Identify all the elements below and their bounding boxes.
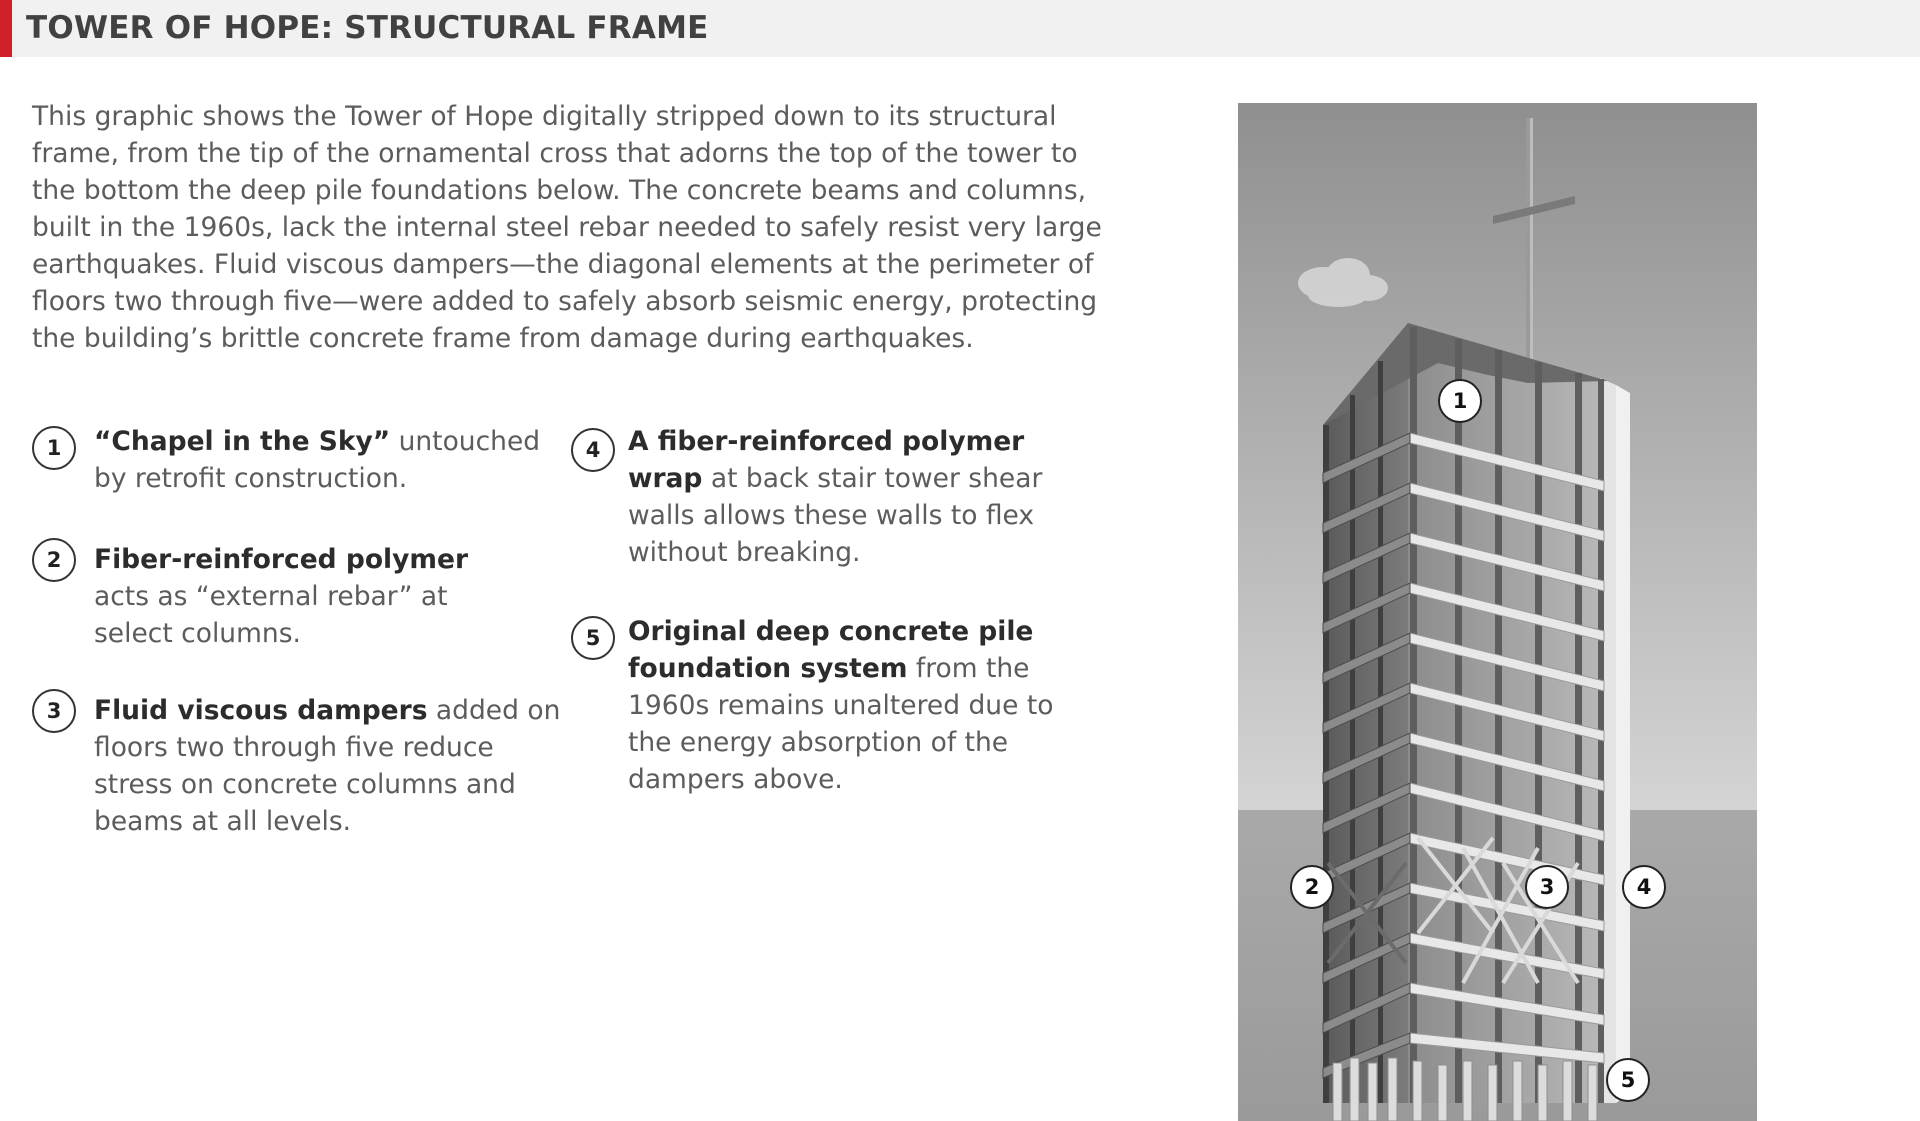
legend-text-line: added on [427, 695, 561, 726]
legend-text-line: at back stair tower shear [702, 463, 1043, 494]
title-bar [0, 0, 1920, 57]
callout-marker-1: 1 [1438, 379, 1482, 423]
intro-line: This graphic shows the Tower of Hope digitally stripped down to its structural [32, 101, 1057, 132]
legend-number-badge: 4 [571, 428, 615, 472]
intro-line: floors two through five—were added to safely absorb seismic energy, protecting [32, 286, 1098, 317]
legend-text [94, 423, 564, 497]
legend-text-line: from the [907, 653, 1030, 684]
intro-line: built in the 1960s, lack the internal steel rebar needed to safely resist very large [32, 212, 1102, 243]
page-title: TOWER OF HOPE: STRUCTURAL FRAME [26, 10, 709, 46]
legend-text [94, 541, 564, 652]
callout-marker-3: 3 [1525, 865, 1569, 909]
legend-number-badge: 3 [32, 689, 76, 733]
callout-marker-5: 5 [1606, 1058, 1650, 1102]
callout-marker-2: 2 [1290, 865, 1334, 909]
legend-bold-text: Original deep concrete pile [628, 616, 1034, 647]
legend-text-line: stress on concrete columns and [94, 769, 516, 800]
legend-bold-text: “Chapel in the Sky” [94, 426, 391, 457]
legend-number-badge: 5 [571, 616, 615, 660]
intro-line: earthquakes. Fluid viscous dampers—the diagonal elements at the perimeter of [32, 249, 1094, 280]
legend-bold-text: foundation system [628, 653, 908, 684]
legend-text-line: walls allows these walls to flex [628, 500, 1035, 531]
tower-illustration [1238, 103, 1757, 1121]
legend-text-line: select columns. [94, 618, 301, 649]
legend-bold-text: wrap [628, 463, 703, 494]
legend-text-line: without breaking. [628, 537, 861, 568]
callout-marker-4: 4 [1622, 865, 1666, 909]
intro-line: the bottom the deep pile foundations below. The concrete beams and columns, [32, 175, 1087, 206]
legend-bold-text: A fiber-reinforced polymer [628, 426, 1025, 457]
legend-text-line: untouched [390, 426, 541, 457]
legend-text-line: dampers above. [628, 764, 843, 795]
legend-text [628, 613, 1088, 798]
legend-text-line: 1960s remains unaltered due to [628, 690, 1054, 721]
legend-text [94, 692, 574, 840]
intro-paragraph [32, 98, 1112, 357]
legend-text [628, 423, 1088, 571]
intro-line: frame, from the tip of the ornamental cross that adorns the top of the tower to [32, 138, 1078, 169]
legend-text-line: by retrofit construction. [94, 463, 408, 494]
legend-bold-text: Fluid viscous dampers [94, 695, 428, 726]
legend-text-line: beams at all levels. [94, 806, 352, 837]
legend-text-line: acts as “external rebar” at [94, 581, 448, 612]
intro-line: the building’s brittle concrete frame from damage during earthquakes. [32, 323, 974, 354]
legend-bold-text: Fiber-reinforced polymer [94, 544, 469, 575]
legend-number-badge: 1 [32, 426, 76, 470]
tower-frame-drawing [1238, 103, 1757, 1121]
legend-text-line: the energy absorption of the [628, 727, 1009, 758]
legend-number-badge: 2 [32, 538, 76, 582]
legend-text-line: floors two through five reduce [94, 732, 494, 763]
